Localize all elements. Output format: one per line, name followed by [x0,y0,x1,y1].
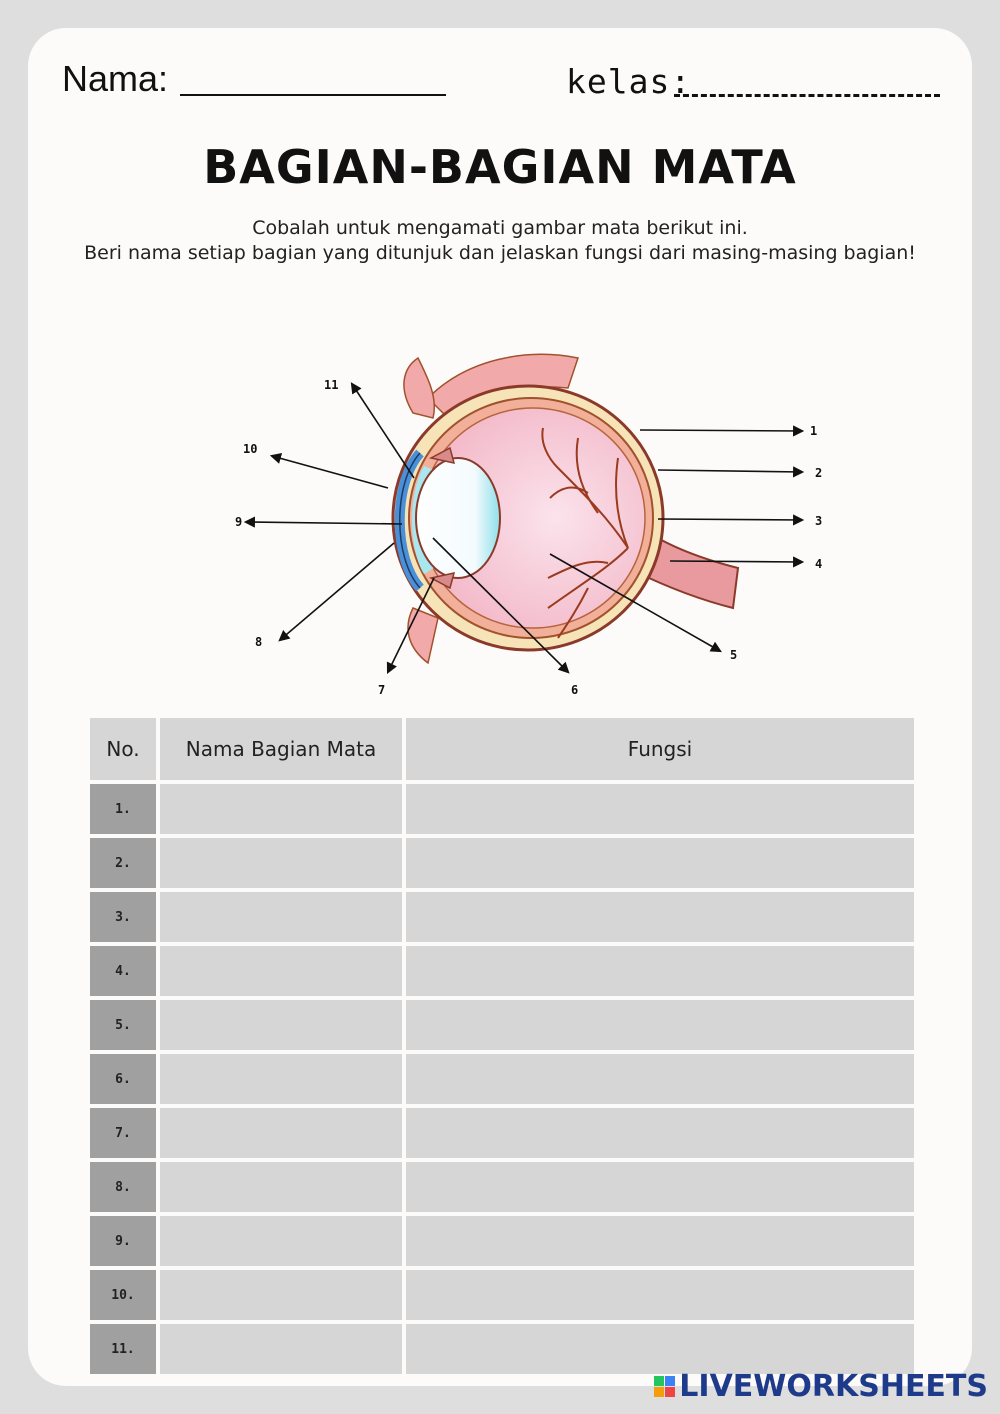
nama-bagian-cell[interactable] [160,1108,402,1158]
brand-name: LIVEWORKSHEETS [679,1369,988,1404]
fungsi-input[interactable] [407,1055,913,1103]
nama-bagian-input[interactable] [161,1163,401,1211]
fungsi-input[interactable] [407,785,913,833]
instruction-line-1: Cobalah untuk mengamati gambar mata berikut ini. [252,217,748,239]
label-8: 8 [255,635,263,649]
kelas-label: kelas: [566,62,692,101]
nama-bagian-cell[interactable] [160,838,402,888]
row-number: 11. [90,1324,156,1374]
row-number: 9. [90,1216,156,1266]
label-6: 6 [571,683,579,697]
table-row [90,892,914,942]
nama-bagian-input[interactable] [161,1271,401,1319]
nama-bagian-input[interactable] [161,839,401,887]
nama-bagian-cell[interactable] [160,1054,402,1104]
fungsi-cell[interactable] [406,1216,914,1266]
header-fungsi: Fungsi [406,718,914,780]
fungsi-cell[interactable] [406,1324,914,1374]
fungsi-cell[interactable] [406,1000,914,1050]
table-row [90,1162,914,1212]
table-header-row [90,718,914,780]
table-row [90,838,914,888]
worksheet-page [28,28,972,1386]
table-row [90,1216,914,1266]
fungsi-input[interactable] [407,1325,913,1373]
nama-field[interactable] [180,94,446,96]
nama-bagian-cell[interactable] [160,946,402,996]
fungsi-input[interactable] [407,1109,913,1157]
fungsi-input[interactable] [407,947,913,995]
row-number: 10. [90,1270,156,1320]
fungsi-input[interactable] [407,1001,913,1049]
liveworksheets-icon [654,1376,675,1397]
fungsi-input[interactable] [407,893,913,941]
instructions [48,216,952,266]
nama-bagian-input[interactable] [161,1217,401,1265]
page-title: BAGIAN-BAGIAN MATA [203,140,797,194]
nama-bagian-cell[interactable] [160,1270,402,1320]
row-number: 4. [90,946,156,996]
fungsi-input[interactable] [407,839,913,887]
row-number: 6. [90,1054,156,1104]
fungsi-cell[interactable] [406,838,914,888]
nama-bagian-input[interactable] [161,1001,401,1049]
brand-logo [654,1369,988,1404]
fungsi-cell[interactable] [406,1054,914,1104]
label-4: 4 [815,557,823,571]
label-9: 9 [235,515,243,529]
label-10: 10 [243,442,258,456]
table-row [90,784,914,834]
table-row [90,946,914,996]
kelas-field[interactable] [674,94,940,97]
label-2: 2 [815,466,823,480]
fungsi-input[interactable] [407,1217,913,1265]
nama-bagian-cell[interactable] [160,892,402,942]
fungsi-input[interactable] [407,1271,913,1319]
label-3: 3 [815,514,823,528]
table-row [90,1324,914,1374]
eye-diagram [188,318,823,697]
nama-bagian-input[interactable] [161,1109,401,1157]
row-number: 5. [90,1000,156,1050]
nama-bagian-cell[interactable] [160,1162,402,1212]
table-row [90,1054,914,1104]
label-1: 1 [810,424,818,438]
table-row [90,1108,914,1158]
label-11: 11 [324,378,339,392]
label-7: 7 [378,683,386,697]
nama-bagian-cell[interactable] [160,1216,402,1266]
nama-label: Nama: [62,58,169,99]
nama-bagian-cell[interactable] [160,1324,402,1374]
fungsi-input[interactable] [407,1163,913,1211]
header-no: No. [90,718,156,780]
nama-bagian-input[interactable] [161,947,401,995]
row-number: 8. [90,1162,156,1212]
row-number: 1. [90,784,156,834]
nama-bagian-input[interactable] [161,1325,401,1373]
table-row [90,1000,914,1050]
row-number: 7. [90,1108,156,1158]
fungsi-cell[interactable] [406,1270,914,1320]
fungsi-cell[interactable] [406,784,914,834]
fungsi-cell[interactable] [406,1162,914,1212]
nama-bagian-input[interactable] [161,1055,401,1103]
fungsi-cell[interactable] [406,1108,914,1158]
row-number: 2. [90,838,156,888]
instruction-line-2: Beri nama setiap bagian yang ditunjuk dan jelaskan fungsi dari masing-masing bagian! [84,242,916,264]
header-nama-bagian: Nama Bagian Mata [160,718,402,780]
nama-bagian-cell[interactable] [160,784,402,834]
nama-bagian-input[interactable] [161,893,401,941]
eye-illustration [393,354,738,663]
row-number: 3. [90,892,156,942]
answer-table [86,714,918,1378]
fungsi-cell[interactable] [406,946,914,996]
label-5: 5 [730,648,738,662]
table-row [90,1270,914,1320]
nama-bagian-cell[interactable] [160,1000,402,1050]
nama-bagian-input[interactable] [161,785,401,833]
fungsi-cell[interactable] [406,892,914,942]
